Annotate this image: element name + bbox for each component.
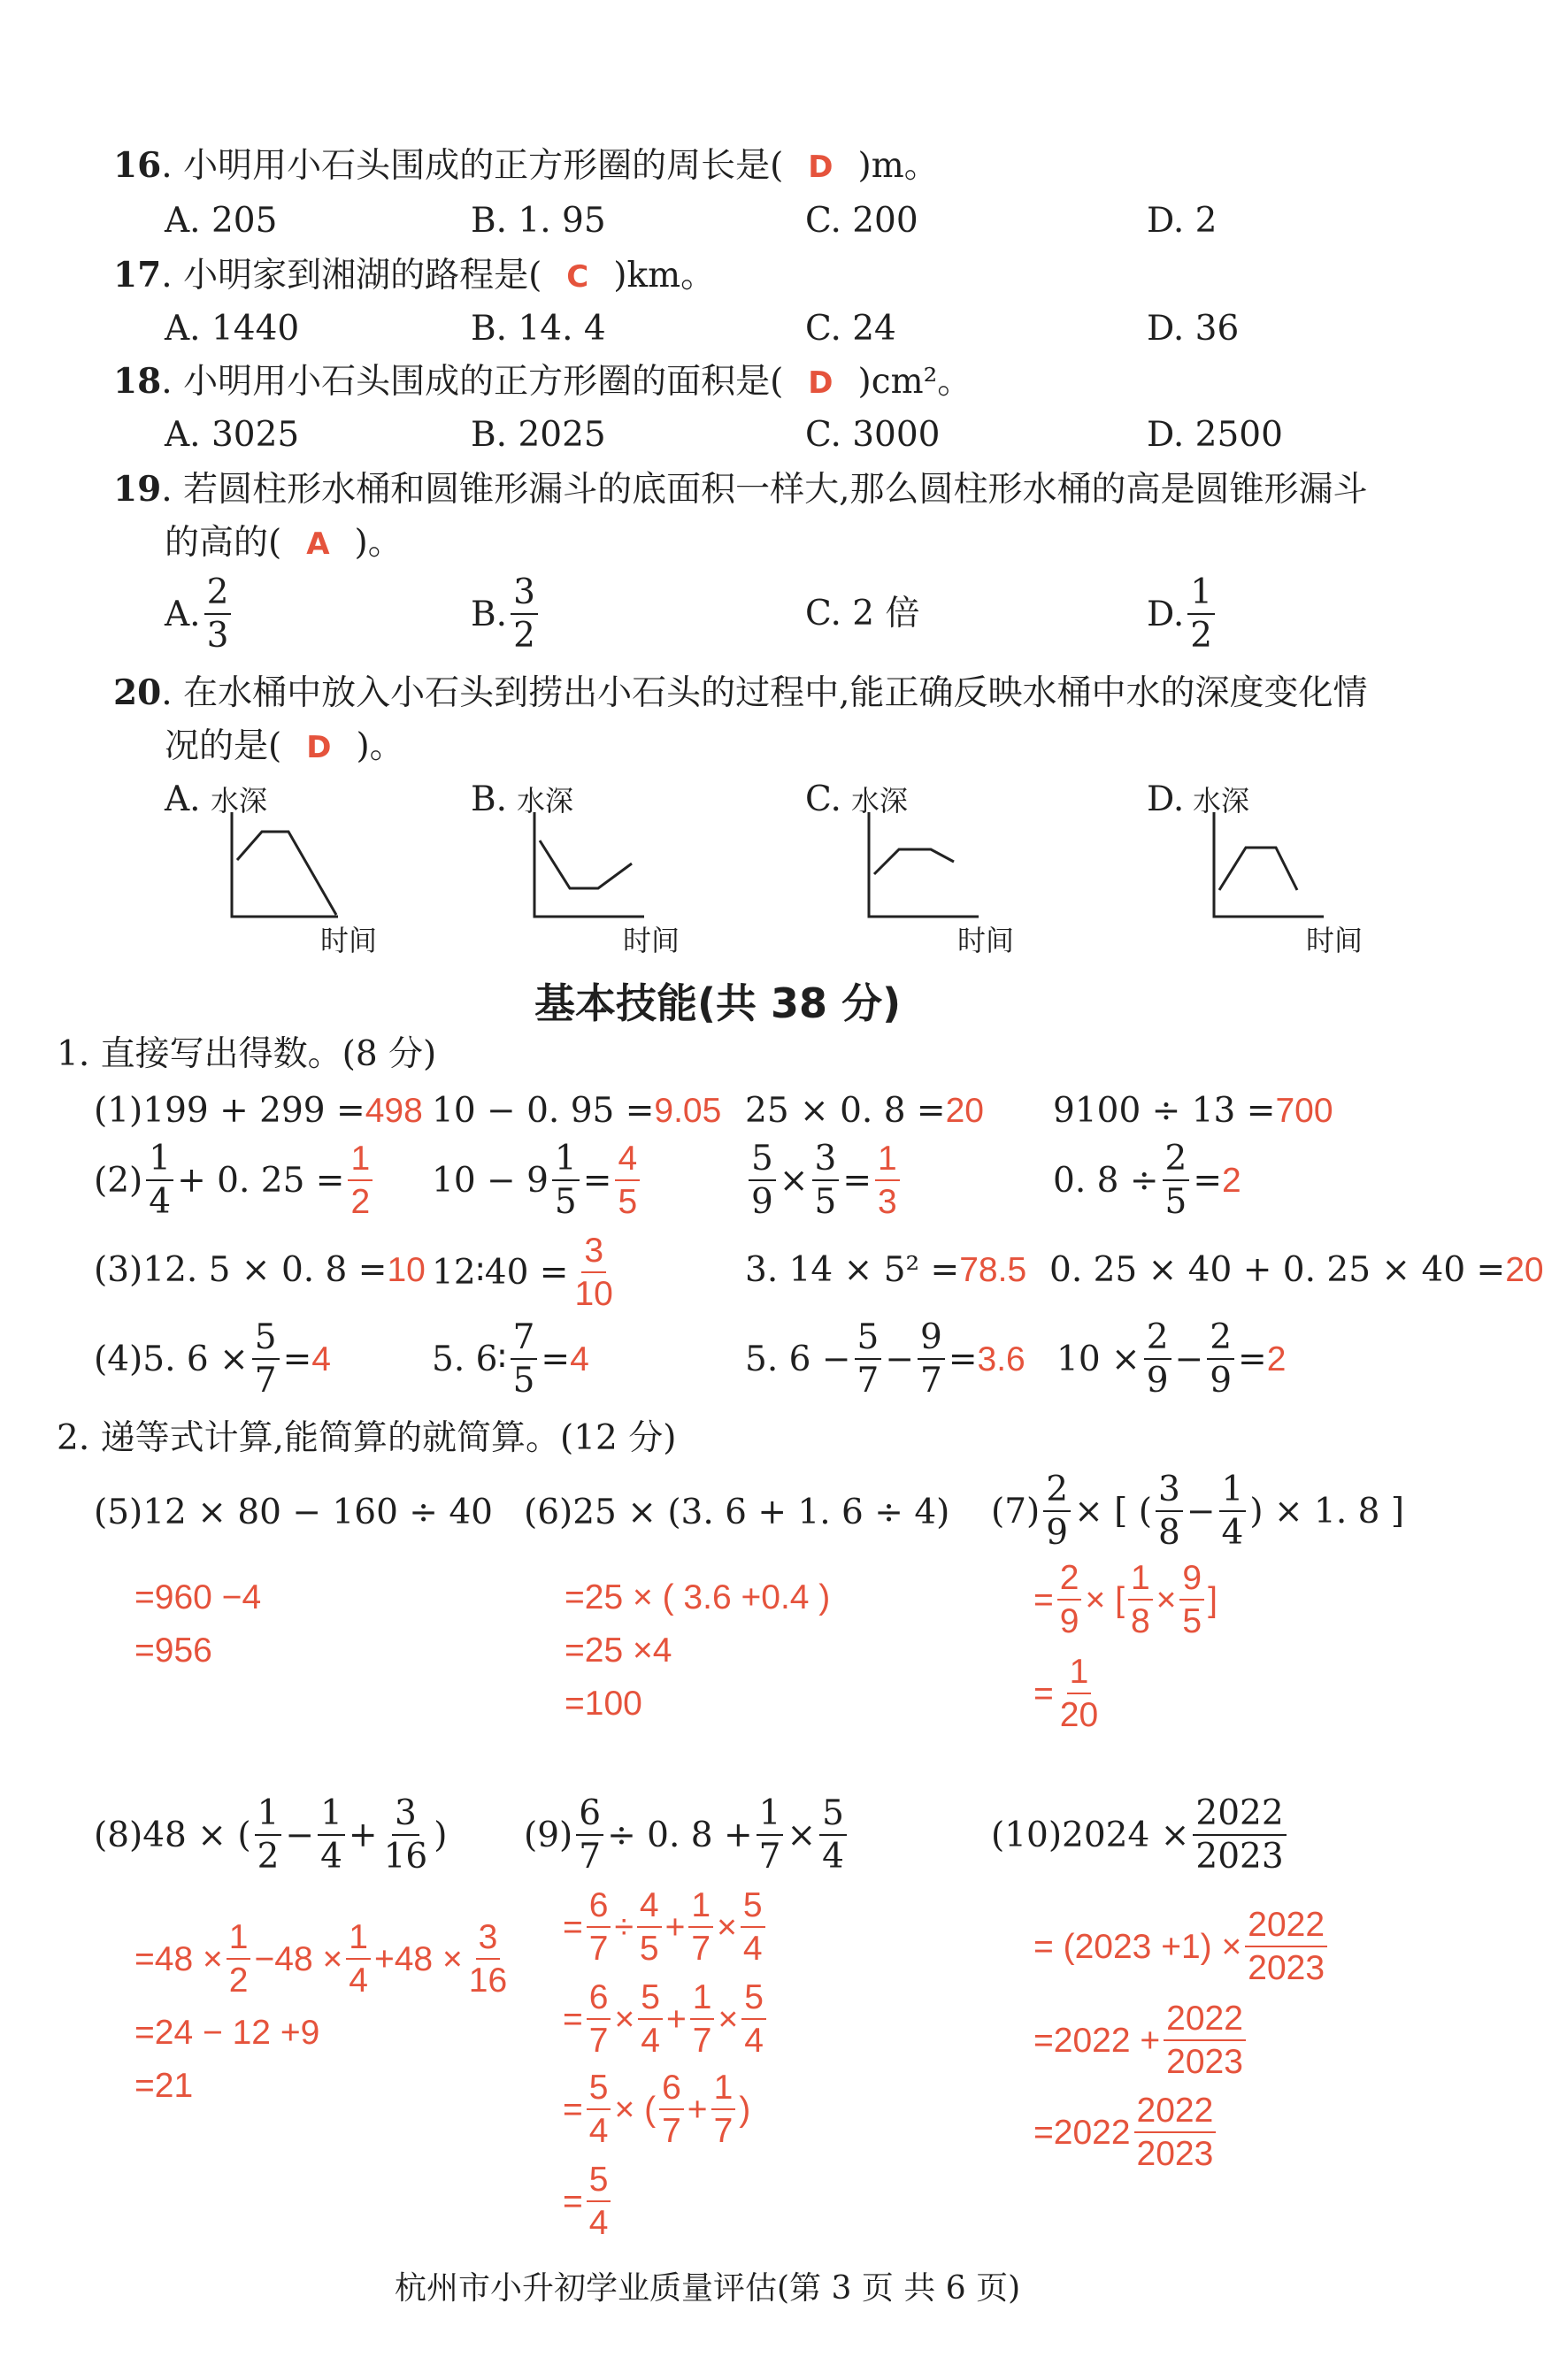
calc-9-step4: = $\frac{5}{4}$ [563, 2162, 614, 2240]
calc-4c: 5. 6 − $\frac{5}{7}$ − $\frac{9}{7}$ = 3.6 [745, 1317, 1025, 1401]
q18-option-c: C. 3000 [805, 415, 941, 455]
x-axis-label: 时间 [957, 924, 1015, 957]
answer: 498 [365, 1092, 423, 1130]
calc-1c: 25 × 0. 8 =20 [745, 1091, 984, 1131]
calc-7-expr: (7) $\frac{2}{9}$ × [ ( $\frac{3}{8}$ − $\frac{1}{4}$ ) × 1. 8 ] [991, 1470, 1405, 1553]
calc-5-step1: =960 −4 [134, 1578, 262, 1616]
q19-option-c: C. 2 倍 [805, 594, 920, 633]
calc-2d: 0. 8 ÷ $\frac{2}{5}$ = 2 [1053, 1139, 1241, 1222]
depth-line [540, 841, 632, 888]
calc-7-step1: = $\frac{2}{9}$ × [ $\frac{1}{8}$ × $\frac{9}{5}$ ] [1033, 1559, 1218, 1640]
calc-6-step3: =100 [565, 1685, 642, 1723]
calc-8-step2: =24 − 12 +9 [134, 2014, 320, 2052]
q18-answer: D [808, 365, 833, 401]
q17-option-b: B. 14. 4 [471, 309, 606, 349]
answer: $\frac{4}{5}$ [615, 1141, 640, 1219]
calc-8-expr: (8)48 × ( $\frac{1}{2}$ − $\frac{1}{4}$ + $\frac{3}{16}$ ) [94, 1793, 448, 1877]
q20-stem-line1: 20. 在水桶中放入小石头到捞出小石头的过程中,能正确反映水桶中水的深度变化情 [113, 672, 1368, 713]
calc-2c: $\frac{5}{9}$ × $\frac{3}{5}$ = $\frac{1}{3}$ [745, 1141, 903, 1219]
calc-1a: (1)199 + 299 =498 [94, 1091, 423, 1131]
calc-8-step1: =48 × $\frac{1}{2}$ −48 × $\frac{1}{4}$ +48 × $\frac{3}{16}$ [134, 1918, 508, 2000]
q16-option-d: D. 2 [1147, 201, 1218, 241]
calc-3c: 3. 14 × 5² =78.5 [745, 1250, 1027, 1290]
q16-number: 16 [113, 145, 162, 186]
q20-answer: D [306, 730, 332, 765]
calc-9-step2: = $\frac{6}{7}$ × $\frac{5}{4}$ + $\frac{1}{7}$ × $\frac{5}{4}$ [563, 1980, 770, 2058]
calc-7-step2: = $\frac{1}{20}$ [1033, 1653, 1099, 1734]
y-axis-label: 水深 [517, 784, 574, 818]
calc-10-step2: =2022 + $\frac{2022}{2023}$ [1033, 2001, 1249, 2079]
q19-option-d: D. $\frac{1}{2}$ [1147, 575, 1218, 653]
q17-stem: 17. 小明家到湘湖的路程是( C )km。 [113, 255, 716, 296]
y-axis-label: 水深 [851, 784, 909, 818]
x-axis-label: 时间 [623, 924, 680, 957]
graph-c-svg [805, 779, 982, 938]
part1-title: 1. 直接写出得数。(8 分) [57, 1034, 437, 1074]
y-axis-label: 水深 [211, 784, 268, 818]
calc-6-expr: (6)25 × (3. 6 + 1. 6 ÷ 4) [524, 1493, 950, 1532]
section-title: 基本技能(共 38 分) [534, 979, 902, 1027]
calc-8-step3: =21 [134, 2067, 194, 2105]
calc-10-step1: = (2023 +1) × $\frac{2022}{2023}$ [1033, 1908, 1331, 1985]
answer: $\frac{1}{2}$ [348, 1141, 373, 1219]
calc-4a: (4) 5. 6 × $\frac{5}{7}$ = 4 [94, 1317, 331, 1401]
answer: 10 [387, 1251, 426, 1289]
part2-title: 2. 递等式计算,能简算的就简算。(12 分) [57, 1418, 677, 1458]
calc-6-step2: =25 ×4 [565, 1631, 672, 1670]
answer: 3.6 [977, 1340, 1025, 1378]
graph-d-svg [1147, 779, 1341, 938]
answer: 4 [311, 1340, 331, 1378]
calc-4d: 10 × $\frac{2}{9}$ − $\frac{2}{9}$ = 2 [1056, 1317, 1287, 1401]
axes [1214, 812, 1324, 917]
calc-6-step1: =25 × ( 3.6 +0.4 ) [565, 1578, 831, 1616]
q16-option-b: B. 1. 95 [471, 201, 606, 241]
calc-3a: (3)12. 5 × 0. 8 =10 [94, 1250, 426, 1290]
answer: 9.05 [654, 1092, 722, 1130]
graph-b-svg [471, 779, 648, 938]
q17-answer: C [566, 259, 589, 295]
calc-4b: 5. 6∶ $\frac{7}{5}$ = 4 [432, 1317, 589, 1401]
x-axis-label: 时间 [320, 924, 378, 957]
axes [232, 812, 338, 917]
q16-stem: 16. 小明用小石头围成的正方形圈的周长是( D )m。 [113, 145, 939, 186]
q16-option-a: A. 205 [165, 201, 278, 241]
calc-9-step1: = $\frac{6}{7}$ ÷ $\frac{4}{5}$ + $\frac{1}{7}$ × $\frac{5}{4}$ [563, 1888, 769, 1966]
answer: 2 [1266, 1340, 1287, 1378]
answer: 700 [1275, 1092, 1333, 1130]
calc-2a: (2) $\frac{1}{4}$ + 0. 25 = $\frac{1}{2}$ [94, 1141, 376, 1219]
graph-a-svg [165, 779, 342, 938]
answer: 2 [1222, 1161, 1241, 1200]
calc-1d: 9100 ÷ 13 =700 [1053, 1091, 1333, 1131]
x-axis-label: 时间 [1306, 924, 1363, 957]
depth-line [1219, 848, 1297, 890]
calc-10-step3: =2022 $\frac{2022}{2023}$ [1033, 2093, 1219, 2171]
depth-line [874, 849, 954, 874]
answer: 20 [945, 1092, 984, 1130]
q17-option-a: A. 1440 [165, 309, 300, 349]
q18-stem: 18. 小明用小石头围成的正方形圈的面积是( D )cm²。 [113, 361, 972, 402]
q18-option-b: B. 2025 [471, 415, 606, 455]
q18-option-d: D. 2500 [1147, 415, 1283, 455]
answer: 78.5 [959, 1251, 1027, 1289]
q17-option-d: D. 36 [1147, 309, 1240, 349]
q16-answer: D [808, 150, 833, 185]
calc-10-expr: (10)2024 × $\frac{2022}{2023}$ [991, 1796, 1290, 1874]
q19-stem-line2: 的高的( A )。 [165, 523, 403, 563]
page-footer: 杭州市小升初学业质量评估(第 3 页 共 6 页) [395, 2270, 1021, 2307]
q19-answer: A [306, 526, 330, 562]
calc-9-step3: = $\frac{5}{4}$ × ( $\frac{6}{7}$ + $\frac{1}{7}$ ) [563, 2069, 751, 2150]
calc-2b: 10 − 9 $\frac{1}{5}$ = $\frac{4}{5}$ [432, 1141, 643, 1219]
q19-stem-line1: 19. 若圆柱形水桶和圆锥形漏斗的底面积一样大,那么圆柱形水桶的高是圆锥形漏斗 [113, 469, 1368, 510]
answer: 20 [1505, 1251, 1544, 1289]
q18-option-a: A. 3025 [165, 415, 300, 455]
q19-option-b: B. $\frac{3}{2}$ [471, 575, 542, 653]
calc-5-step2: =956 [134, 1631, 212, 1670]
axes [534, 812, 644, 917]
answer: 4 [570, 1340, 589, 1378]
calc-9-expr: (9) $\frac{6}{7}$ ÷ 0. 8 + $\frac{1}{7}$ × $\frac{5}{4}$ [524, 1796, 850, 1874]
answer: $\frac{1}{3}$ [875, 1141, 900, 1219]
q17-option-c: C. 24 [805, 309, 896, 349]
calc-3b: 12∶40 = $\frac{3}{10}$ [432, 1233, 619, 1311]
y-axis-label: 水深 [1193, 784, 1250, 818]
q16-option-c: C. 200 [805, 201, 918, 241]
calc-3d: 0. 25 × 40 + 0. 25 × 40 =20 [1049, 1250, 1544, 1290]
calc-1b: 10 − 0. 95 =9.05 [432, 1091, 722, 1131]
q19-option-a: A. $\frac{2}{3}$ [165, 575, 234, 653]
depth-line [237, 832, 336, 915]
q20-stem-line2: 况的是( D )。 [165, 726, 404, 766]
answer: $\frac{3}{10}$ [574, 1232, 613, 1313]
calc-5-expr: (5)12 × 80 − 160 ÷ 40 [94, 1493, 493, 1532]
